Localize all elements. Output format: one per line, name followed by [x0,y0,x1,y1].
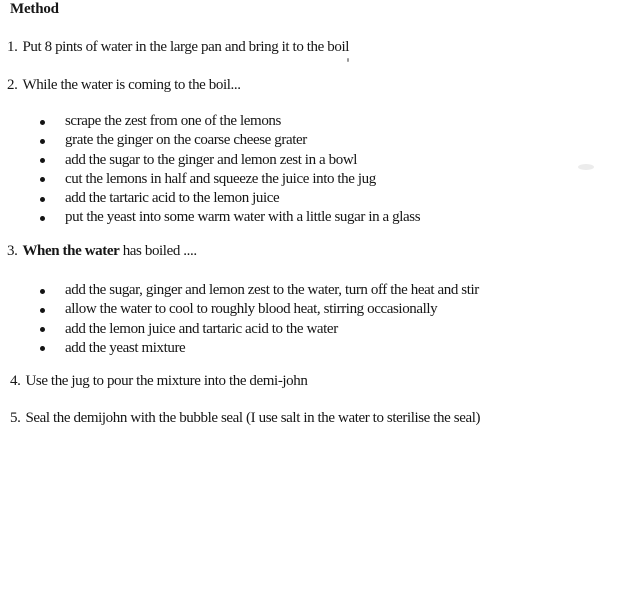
step-1 [7,39,349,56]
bullet-text: add the lemon juice and tartaric acid to the water [65,320,338,337]
bullet-item [38,131,420,150]
scan-speck [347,58,349,62]
bullet-item [38,151,420,170]
bullet-item [38,281,479,300]
bullet-text: allow the water to cool to roughly blood heat, stirring occasionally [65,301,438,318]
step-3-number: 3. [7,243,18,259]
method-heading: Method [10,1,59,17]
bullet-item [38,320,479,339]
scan-smudge [578,164,594,170]
step-2-bullet-list [38,112,420,228]
bullet-item [38,170,420,189]
step-2-text: While the water is coming to the boil... [22,77,241,93]
step-4 [10,373,307,390]
bullet-text: cut the lemons in half and squeeze the juice into the jug [65,170,376,187]
bullet-text: add the sugar, ginger and lemon zest to the water, turn off the heat and stir [65,282,479,298]
step-3-bold-text: When the water [22,243,120,259]
bullet-text: scrape the zest from one of the lemons [65,113,281,129]
bullet-text: add the tartaric acid to the lemon juice [65,190,280,207]
step-1-text: Put 8 pints of water in the large pan and bring it to the boil [22,39,349,55]
bullet-item [38,112,420,131]
step-3 [7,243,197,260]
step-5-text: Seal the demijohn with the bubble seal (I use salt in the water to sterilise the seal) [25,410,481,426]
step-5-number: 5. [10,410,21,426]
bullet-item [38,339,479,358]
step-3-text: has boiled .... [119,243,197,259]
bullet-text: put the yeast into some warm water with a little sugar in a glass [65,209,421,226]
step-4-number: 4. [10,373,21,389]
bullet-item [38,300,479,319]
step-5 [10,410,480,427]
step-1-number: 1. [7,39,18,55]
step-3-bullet-list [38,281,479,358]
step-2-number: 2. [7,77,18,93]
step-2 [7,77,241,94]
bullet-text: grate the ginger on the coarse cheese grater [65,132,307,149]
bullet-item [38,189,420,208]
bullet-item [38,208,420,227]
bullet-text: add the sugar to the ginger and lemon zest in a bowl [65,151,358,168]
bullet-text: add the yeast mixture [65,339,186,356]
step-4-text: Use the jug to pour the mixture into the demi-john [25,373,308,389]
